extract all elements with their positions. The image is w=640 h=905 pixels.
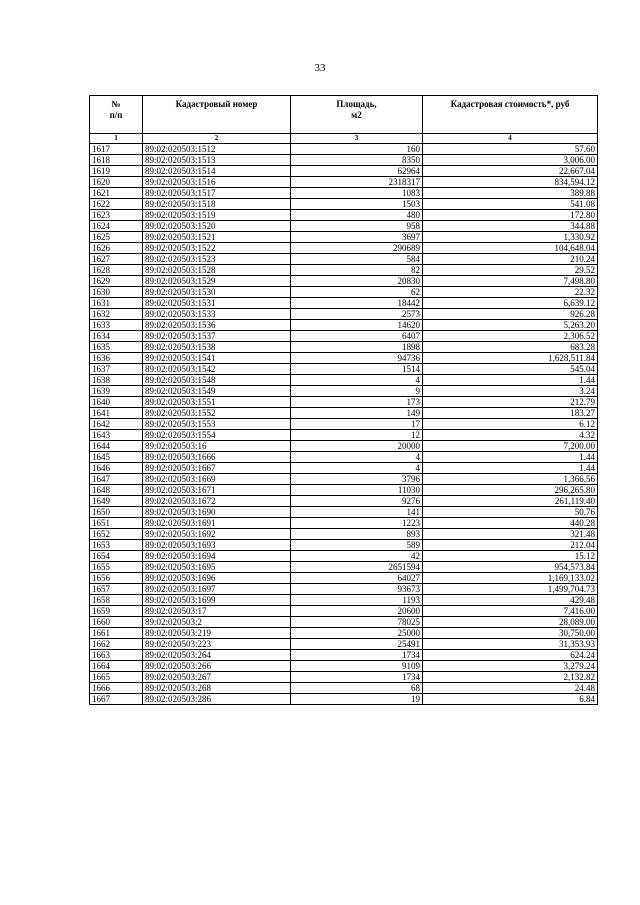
table-row	[90, 408, 598, 419]
row-number: 1640	[90, 397, 143, 408]
table-row	[90, 210, 598, 221]
header-cadastral-value	[423, 96, 598, 134]
area: 3697	[291, 232, 423, 243]
area: 20000	[291, 441, 423, 452]
row-number: 1620	[90, 177, 143, 188]
table-row	[90, 595, 598, 606]
cadastral-table	[89, 95, 598, 705]
cadastral-value: 4.32	[423, 430, 598, 441]
table-row	[90, 551, 598, 562]
row-number: 1635	[90, 342, 143, 353]
row-number: 1638	[90, 375, 143, 386]
table-row	[90, 298, 598, 309]
area: 1514	[291, 364, 423, 375]
table-row	[90, 144, 598, 155]
cadastral-value: 212.04	[423, 540, 598, 551]
cadastral-value: 6,639.12	[423, 298, 598, 309]
cadastral-value: 3,006.00	[423, 155, 598, 166]
column-number: 3	[291, 134, 423, 144]
table-row	[90, 243, 598, 254]
row-number: 1618	[90, 155, 143, 166]
area: 589	[291, 540, 423, 551]
area: 94736	[291, 353, 423, 364]
table-row	[90, 441, 598, 452]
area: 18442	[291, 298, 423, 309]
area: 82	[291, 265, 423, 276]
header-area	[291, 96, 423, 134]
table-row	[90, 474, 598, 485]
row-number: 1651	[90, 518, 143, 529]
cadastral-number: 89:02:020503:1537	[143, 331, 291, 342]
area: 6407	[291, 331, 423, 342]
row-number: 1633	[90, 320, 143, 331]
area: 1223	[291, 518, 423, 529]
cadastral-value: 1.44	[423, 375, 598, 386]
row-number: 1636	[90, 353, 143, 364]
area: 4	[291, 463, 423, 474]
cadastral-number: 89:02:020503:1520	[143, 221, 291, 232]
cadastral-number: 89:02:020503:1514	[143, 166, 291, 177]
table-row	[90, 518, 598, 529]
table-row	[90, 562, 598, 573]
row-number: 1655	[90, 562, 143, 573]
area: 20830	[291, 276, 423, 287]
row-number: 1653	[90, 540, 143, 551]
table-row	[90, 155, 598, 166]
table-row	[90, 639, 598, 650]
header-number	[90, 96, 143, 134]
table-row	[90, 507, 598, 518]
area: 1193	[291, 595, 423, 606]
row-number: 1665	[90, 672, 143, 683]
row-number: 1660	[90, 617, 143, 628]
row-number: 1666	[90, 683, 143, 694]
cadastral-number: 89:02:020503:1536	[143, 320, 291, 331]
cadastral-value: 1,330.92	[423, 232, 598, 243]
cadastral-value: 6.12	[423, 419, 598, 430]
column-number: 4	[423, 134, 598, 144]
header-cadastral-number-text: Кадастровый номер	[175, 99, 258, 109]
area: 64027	[291, 573, 423, 584]
area: 290689	[291, 243, 423, 254]
row-number: 1621	[90, 188, 143, 199]
cadastral-value: 183.27	[423, 408, 598, 419]
cadastral-number: 89:02:020503:1696	[143, 573, 291, 584]
row-number: 1646	[90, 463, 143, 474]
area: 12	[291, 430, 423, 441]
header-number-text: № п/п	[109, 99, 123, 120]
cadastral-number: 89:02:020503:2	[143, 617, 291, 628]
cadastral-value: 28,089.00	[423, 617, 598, 628]
row-number: 1648	[90, 485, 143, 496]
cadastral-number: 89:02:020503:1551	[143, 397, 291, 408]
cadastral-value: 50.76	[423, 507, 598, 518]
table-row	[90, 386, 598, 397]
table-row	[90, 309, 598, 320]
table-row	[90, 166, 598, 177]
cadastral-value: 29.52	[423, 265, 598, 276]
cadastral-number: 89:02:020503:1519	[143, 210, 291, 221]
cadastral-value: 7,498.80	[423, 276, 598, 287]
area: 25491	[291, 639, 423, 650]
table-row	[90, 573, 598, 584]
area: 25000	[291, 628, 423, 639]
table-row	[90, 661, 598, 672]
cadastral-value: 1,169,133.02	[423, 573, 598, 584]
cadastral-value: 31,353.93	[423, 639, 598, 650]
area: 584	[291, 254, 423, 265]
row-number: 1622	[90, 199, 143, 210]
row-number: 1632	[90, 309, 143, 320]
cadastral-value: 24.48	[423, 683, 598, 694]
cadastral-value: 30,750.00	[423, 628, 598, 639]
area: 1503	[291, 199, 423, 210]
cadastral-number: 89:02:020503:1553	[143, 419, 291, 430]
area: 14620	[291, 320, 423, 331]
area: 2573	[291, 309, 423, 320]
cadastral-value: 212.79	[423, 397, 598, 408]
table-row	[90, 529, 598, 540]
cadastral-number: 89:02:020503:1531	[143, 298, 291, 309]
cadastral-value: 1,628,511.84	[423, 353, 598, 364]
cadastral-number: 89:02:020503:1548	[143, 375, 291, 386]
row-number: 1629	[90, 276, 143, 287]
cadastral-number: 89:02:020503:1518	[143, 199, 291, 210]
row-number: 1625	[90, 232, 143, 243]
cadastral-value: 172.80	[423, 210, 598, 221]
cadastral-number: 89:02:020503:1523	[143, 254, 291, 265]
table-row	[90, 375, 598, 386]
row-number: 1643	[90, 430, 143, 441]
area: 2651594	[291, 562, 423, 573]
cadastral-number: 89:02:020503:1672	[143, 496, 291, 507]
cadastral-number: 89:02:020503:1699	[143, 595, 291, 606]
table-row	[90, 540, 598, 551]
row-number: 1639	[90, 386, 143, 397]
area: 1734	[291, 672, 423, 683]
area: 160	[291, 144, 423, 155]
cadastral-value: 210.24	[423, 254, 598, 265]
cadastral-value: 22,667.04	[423, 166, 598, 177]
area: 17	[291, 419, 423, 430]
row-number: 1642	[90, 419, 143, 430]
table-row	[90, 584, 598, 595]
cadastral-value: 1.44	[423, 452, 598, 463]
row-number: 1657	[90, 584, 143, 595]
table-row	[90, 320, 598, 331]
cadastral-number: 89:02:020503:1528	[143, 265, 291, 276]
row-number: 1664	[90, 661, 143, 672]
cadastral-number: 89:02:020503:1695	[143, 562, 291, 573]
table-row	[90, 463, 598, 474]
cadastral-value: 321.48	[423, 529, 598, 540]
row-number: 1631	[90, 298, 143, 309]
area: 62964	[291, 166, 423, 177]
area: 893	[291, 529, 423, 540]
cadastral-number: 89:02:020503:219	[143, 628, 291, 639]
cadastral-value: 15.12	[423, 551, 598, 562]
area: 2318317	[291, 177, 423, 188]
table-row	[90, 221, 598, 232]
column-number: 1	[90, 134, 143, 144]
row-number: 1659	[90, 606, 143, 617]
row-number: 1652	[90, 529, 143, 540]
cadastral-value: 440.28	[423, 518, 598, 529]
cadastral-value: 5,263.20	[423, 320, 598, 331]
cadastral-number: 89:02:020503:1530	[143, 287, 291, 298]
cadastral-value: 344.88	[423, 221, 598, 232]
cadastral-value: 57.60	[423, 144, 598, 155]
row-number: 1624	[90, 221, 143, 232]
area: 480	[291, 210, 423, 221]
row-number: 1634	[90, 331, 143, 342]
row-number: 1656	[90, 573, 143, 584]
area: 1734	[291, 650, 423, 661]
row-number: 1645	[90, 452, 143, 463]
table-row	[90, 265, 598, 276]
area: 958	[291, 221, 423, 232]
cadastral-value: 429.48	[423, 595, 598, 606]
table-row	[90, 342, 598, 353]
area: 4	[291, 375, 423, 386]
cadastral-number: 89:02:020503:1552	[143, 408, 291, 419]
row-number: 1630	[90, 287, 143, 298]
cadastral-value: 7,416.00	[423, 606, 598, 617]
area: 9	[291, 386, 423, 397]
cadastral-number: 89:02:020503:1694	[143, 551, 291, 562]
table-row	[90, 353, 598, 364]
area: 62	[291, 287, 423, 298]
cadastral-value: 6.84	[423, 694, 598, 705]
cadastral-number: 89:02:020503:1697	[143, 584, 291, 595]
cadastral-number: 89:02:020503:1522	[143, 243, 291, 254]
table-row	[90, 254, 598, 265]
cadastral-number: 89:02:020503:1541	[143, 353, 291, 364]
cadastral-value: 296,265.80	[423, 485, 598, 496]
table-row	[90, 496, 598, 507]
cadastral-number: 89:02:020503:264	[143, 650, 291, 661]
table-row	[90, 232, 598, 243]
area: 68	[291, 683, 423, 694]
cadastral-value: 3.24	[423, 386, 598, 397]
cadastral-value: 389.88	[423, 188, 598, 199]
table-row	[90, 694, 598, 705]
cadastral-number: 89:02:020503:1517	[143, 188, 291, 199]
column-number: 2	[143, 134, 291, 144]
area: 141	[291, 507, 423, 518]
cadastral-number: 89:02:020503:1671	[143, 485, 291, 496]
header-cadastral-number	[143, 96, 291, 134]
area: 11030	[291, 485, 423, 496]
table-row	[90, 331, 598, 342]
row-number: 1649	[90, 496, 143, 507]
area: 173	[291, 397, 423, 408]
cadastral-value: 261,119.40	[423, 496, 598, 507]
row-number: 1637	[90, 364, 143, 375]
cadastral-number: 89:02:020503:16	[143, 441, 291, 452]
table-row	[90, 364, 598, 375]
table-body	[90, 144, 598, 705]
cadastral-number: 89:02:020503:266	[143, 661, 291, 672]
cadastral-number: 89:02:020503:1512	[143, 144, 291, 155]
table-row	[90, 485, 598, 496]
table-row	[90, 628, 598, 639]
area: 1083	[291, 188, 423, 199]
table-row	[90, 452, 598, 463]
table-row	[90, 177, 598, 188]
cadastral-value: 1,366.56	[423, 474, 598, 485]
area: 42	[291, 551, 423, 562]
table-row	[90, 606, 598, 617]
cadastral-value: 1.44	[423, 463, 598, 474]
cadastral-value: 22.32	[423, 287, 598, 298]
cadastral-value: 2,306.52	[423, 331, 598, 342]
row-number: 1662	[90, 639, 143, 650]
cadastral-number: 89:02:020503:286	[143, 694, 291, 705]
row-number: 1654	[90, 551, 143, 562]
cadastral-value: 926.28	[423, 309, 598, 320]
table-row	[90, 188, 598, 199]
table-row	[90, 287, 598, 298]
cadastral-number: 89:02:020503:1529	[143, 276, 291, 287]
table-row	[90, 683, 598, 694]
cadastral-number: 89:02:020503:1542	[143, 364, 291, 375]
area: 8350	[291, 155, 423, 166]
row-number: 1626	[90, 243, 143, 254]
row-number: 1658	[90, 595, 143, 606]
row-number: 1644	[90, 441, 143, 452]
cadastral-number: 89:02:020503:1513	[143, 155, 291, 166]
cadastral-number: 89:02:020503:1554	[143, 430, 291, 441]
table-row	[90, 430, 598, 441]
cadastral-value: 2,132.82	[423, 672, 598, 683]
cadastral-value: 7,200.00	[423, 441, 598, 452]
area: 149	[291, 408, 423, 419]
table-row	[90, 397, 598, 408]
cadastral-value: 683.28	[423, 342, 598, 353]
cadastral-number: 89:02:020503:1533	[143, 309, 291, 320]
table-row	[90, 617, 598, 628]
area: 3796	[291, 474, 423, 485]
area: 4	[291, 452, 423, 463]
row-number: 1641	[90, 408, 143, 419]
row-number: 1667	[90, 694, 143, 705]
cadastral-number: 89:02:020503:1691	[143, 518, 291, 529]
cadastral-number: 89:02:020503:223	[143, 639, 291, 650]
area: 78025	[291, 617, 423, 628]
cadastral-number: 89:02:020503:17	[143, 606, 291, 617]
row-number: 1647	[90, 474, 143, 485]
row-number: 1617	[90, 144, 143, 155]
cadastral-number: 89:02:020503:1692	[143, 529, 291, 540]
table-row	[90, 650, 598, 661]
header-area-text: Площадь, м2	[336, 99, 377, 120]
cadastral-number: 89:02:020503:1693	[143, 540, 291, 551]
cadastral-number: 89:02:020503:268	[143, 683, 291, 694]
row-number: 1663	[90, 650, 143, 661]
area: 9276	[291, 496, 423, 507]
table-row	[90, 419, 598, 430]
cadastral-value: 104,648.04	[423, 243, 598, 254]
cadastral-value: 624.24	[423, 650, 598, 661]
cadastral-number: 89:02:020503:1669	[143, 474, 291, 485]
table-row	[90, 672, 598, 683]
cadastral-value: 834,594.12	[423, 177, 598, 188]
area: 20600	[291, 606, 423, 617]
cadastral-value: 1,499,704.73	[423, 584, 598, 595]
cadastral-value: 545.04	[423, 364, 598, 375]
row-number: 1627	[90, 254, 143, 265]
area: 9109	[291, 661, 423, 672]
header-cadastral-value-text: Кадастровая стоимость*, руб	[450, 99, 570, 109]
cadastral-number: 89:02:020503:1521	[143, 232, 291, 243]
cadastral-number: 89:02:020503:1690	[143, 507, 291, 518]
cadastral-number: 89:02:020503:1666	[143, 452, 291, 463]
area: 93673	[291, 584, 423, 595]
cadastral-number: 89:02:020503:1549	[143, 386, 291, 397]
column-number-row	[90, 134, 598, 144]
header-row	[90, 96, 598, 134]
cadastral-value: 541.08	[423, 199, 598, 210]
cadastral-value: 954,573.84	[423, 562, 598, 573]
cadastral-number: 89:02:020503:1516	[143, 177, 291, 188]
row-number: 1628	[90, 265, 143, 276]
table-row	[90, 276, 598, 287]
row-number: 1623	[90, 210, 143, 221]
row-number: 1661	[90, 628, 143, 639]
row-number: 1619	[90, 166, 143, 177]
row-number: 1650	[90, 507, 143, 518]
table-row	[90, 199, 598, 210]
page-number: 33	[314, 62, 326, 74]
area: 19	[291, 694, 423, 705]
cadastral-number: 89:02:020503:1667	[143, 463, 291, 474]
cadastral-value: 3,279.24	[423, 661, 598, 672]
cadastral-number: 89:02:020503:267	[143, 672, 291, 683]
area: 1898	[291, 342, 423, 353]
cadastral-number: 89:02:020503:1538	[143, 342, 291, 353]
